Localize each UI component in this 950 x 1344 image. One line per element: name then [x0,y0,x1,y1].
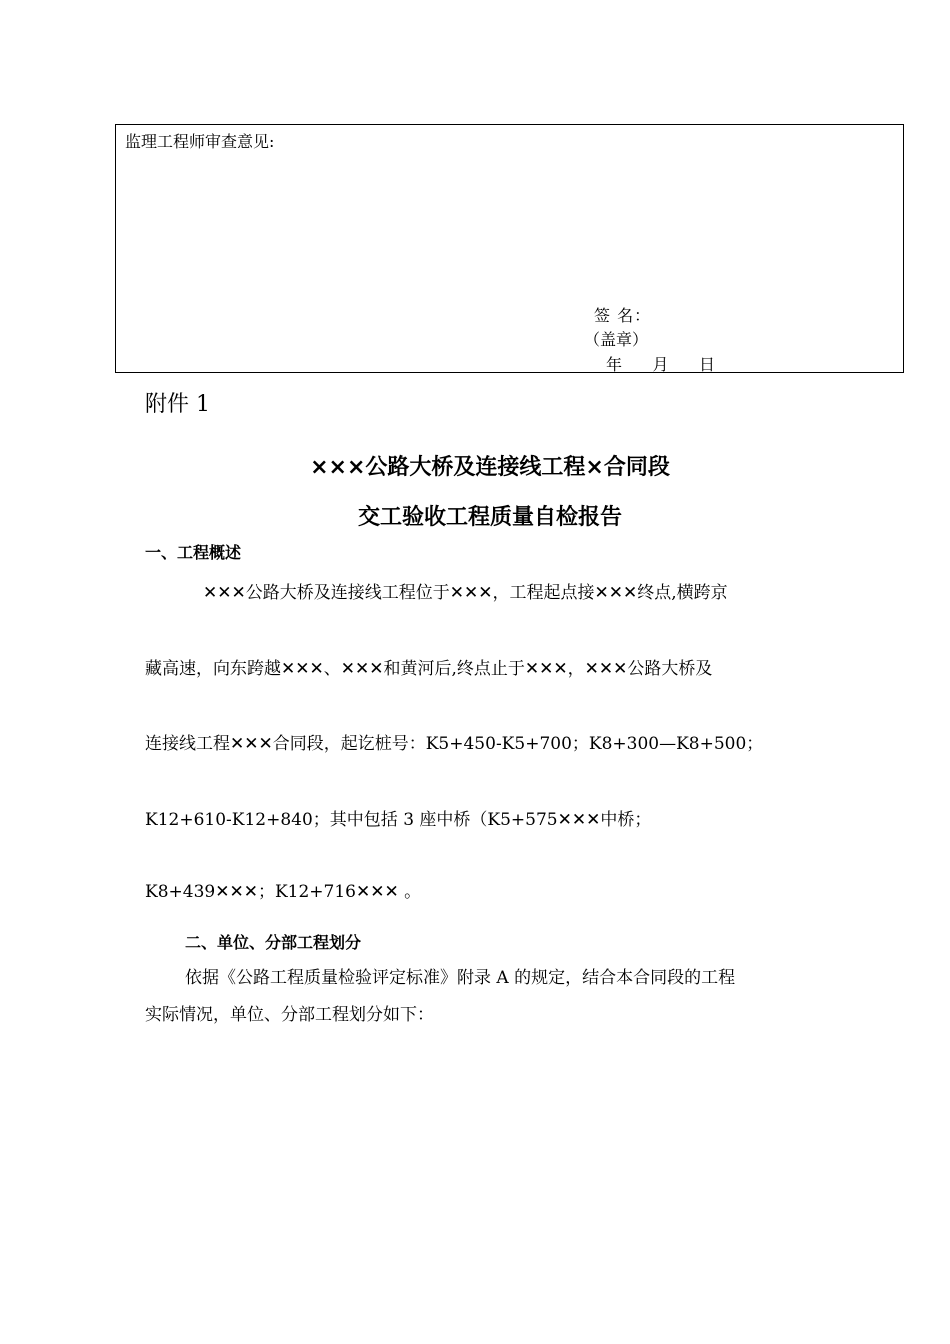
date-label: 年 月 日 [606,355,716,374]
overview-line: 藏高速，向东跨越✕✕✕、✕✕✕和黄河后,终点止于✕✕✕，✕✕✕公路大桥及 [145,659,713,679]
section-1-heading: 一、工程概述 [145,543,242,562]
overview-line: K12+610-K12+840；其中包括 3 座中桥（K5+575✕✕✕中桥； [145,810,652,830]
seal-label: （盖章） [584,330,649,349]
report-title-line-2: 交工验收工程质量自检报告 [357,505,622,530]
supervisor-review-box [115,124,904,373]
report-title-line-1: ×××公路大桥及连接线工程×合同段 [310,455,670,480]
division-line: 依据《公路工程质量检验评定标准》附录 A 的规定，结合本合同段的工程 [185,968,736,988]
section-2-heading: 二、单位、分部工程划分 [185,933,362,952]
overview-line: 连接线工程✕✕✕合同段，起讫桩号：K5+450-K5+700；K8+300—K8+500； [145,734,764,754]
division-line: 实际情况，单位、分部工程划分如下： [145,1005,434,1025]
overview-line: ✕✕✕公路大桥及连接线工程位于✕✕✕，工程起点接✕✕✕终点,横跨京 [203,583,728,603]
signature-label: 签 名： [594,306,652,325]
review-label: 监理工程师审查意见: [125,132,275,151]
attachment-label: 附件 1 [145,392,210,417]
overview-line: K8+439✕✕✕；K12+716✕✕✕ 。 [145,882,422,902]
